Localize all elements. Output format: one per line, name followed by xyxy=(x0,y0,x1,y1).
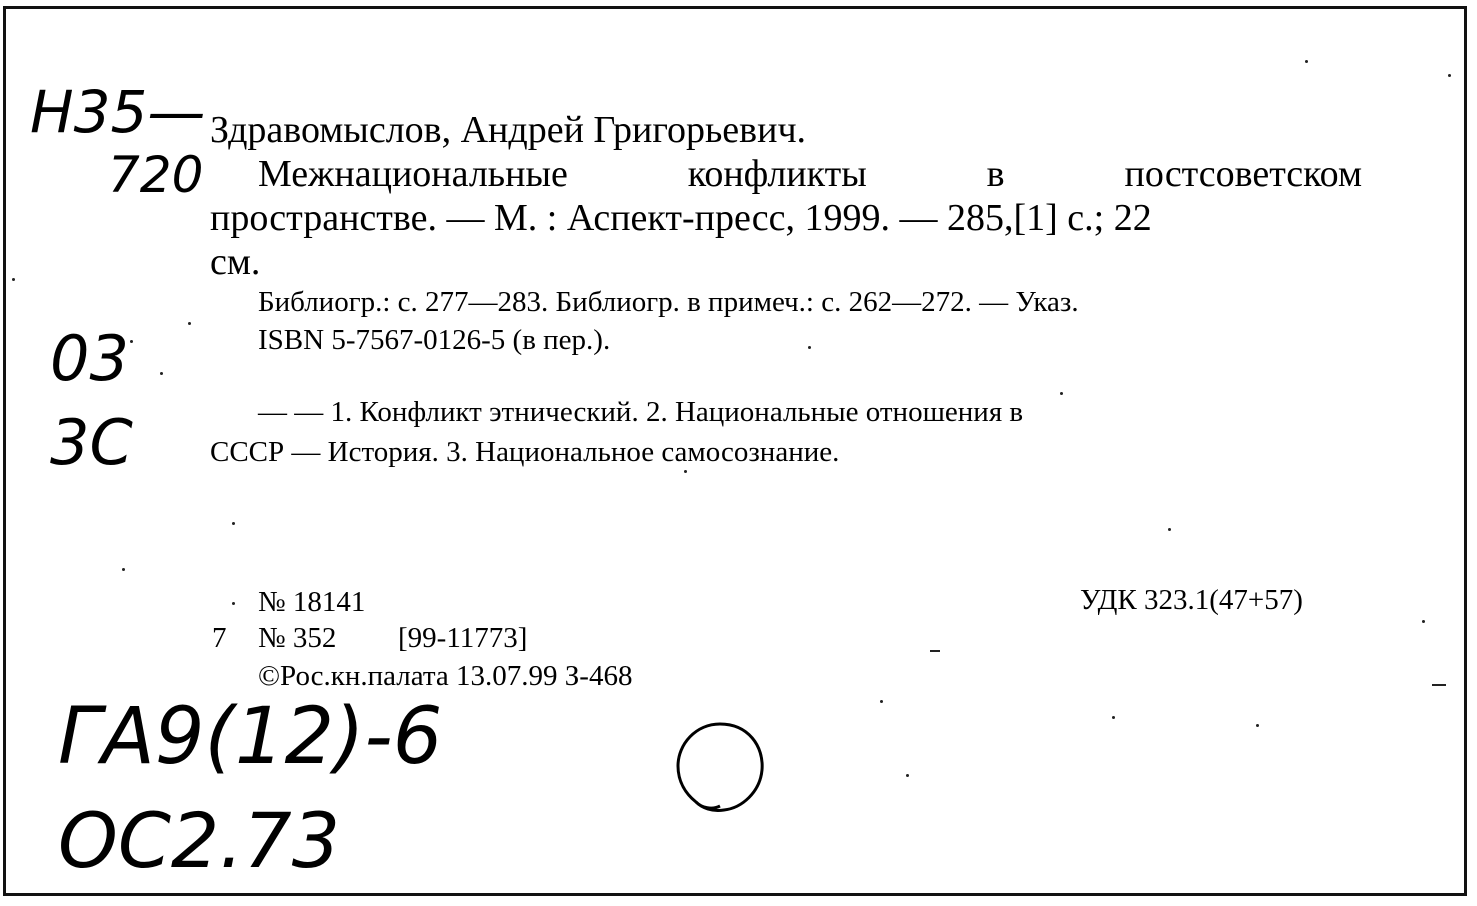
copyright-line: ©Рос.кн.палата 13.07.99 З-468 xyxy=(258,660,633,692)
bracket-code: [99-11773] xyxy=(398,622,528,654)
udc-code: УДК 323.1(47+57) xyxy=(1080,584,1303,616)
hand-drawn-circle-mark xyxy=(668,716,772,820)
title-line-2: пространстве. — М. : Аспект-пресс, 1999. — 285,[1] с.; 22 xyxy=(210,197,1152,239)
speck xyxy=(684,470,687,473)
subjects-line-2: СССР — История. 3. Национальное самосознание. xyxy=(210,436,840,468)
prefix-digit: 7 xyxy=(212,622,227,654)
speck xyxy=(12,278,15,281)
speck xyxy=(188,322,191,325)
speck xyxy=(122,568,125,571)
handwritten-call-number-top: Н35— xyxy=(30,78,206,146)
speck xyxy=(1060,392,1063,395)
speck xyxy=(160,372,163,375)
speck xyxy=(232,602,235,605)
notes-line-1: Библиогр.: с. 277—283. Библиогр. в примеч.: с. 262—272. — Указ. xyxy=(258,286,1079,318)
speck xyxy=(1168,528,1171,531)
title-line-1 xyxy=(258,152,1362,196)
author-heading: Здравомыслов, Андрей Григорьевич. xyxy=(210,109,807,151)
handwritten-shelf-code: ГА9(12)-6 xyxy=(58,692,443,782)
speck xyxy=(232,522,235,525)
title-word-3: в xyxy=(986,153,1005,195)
speck xyxy=(880,700,883,703)
title-word-4: постсоветском xyxy=(1124,153,1362,195)
title-line-3: см. xyxy=(210,241,261,283)
speck xyxy=(1305,60,1308,63)
subjects-line-1: — — 1. Конфликт этнический. 2. Национальные отношения в xyxy=(258,396,1024,428)
record-number: № 18141 xyxy=(258,586,366,618)
title-word-1: Межнациональные xyxy=(258,153,568,195)
title-word-2: конфликты xyxy=(687,153,867,195)
speck xyxy=(130,340,133,343)
notes-line-2: ISBN 5-7567-0126-5 (в пер.). xyxy=(258,324,611,356)
handwritten-mark-03: 03 xyxy=(50,322,129,395)
speck xyxy=(1256,724,1259,727)
speck xyxy=(1448,74,1451,77)
speck xyxy=(1422,620,1425,623)
handwritten-mark-3c: 3С xyxy=(50,406,133,479)
speck-dash xyxy=(930,650,940,652)
speck xyxy=(906,774,909,777)
handwritten-inventory-code: ОС2.73 xyxy=(58,796,341,885)
record-number-2: № 352 xyxy=(258,622,337,654)
speck xyxy=(1112,716,1115,719)
speck-dash xyxy=(1432,684,1446,686)
speck xyxy=(808,346,811,349)
handwritten-call-number-bottom: 720 xyxy=(108,146,204,204)
